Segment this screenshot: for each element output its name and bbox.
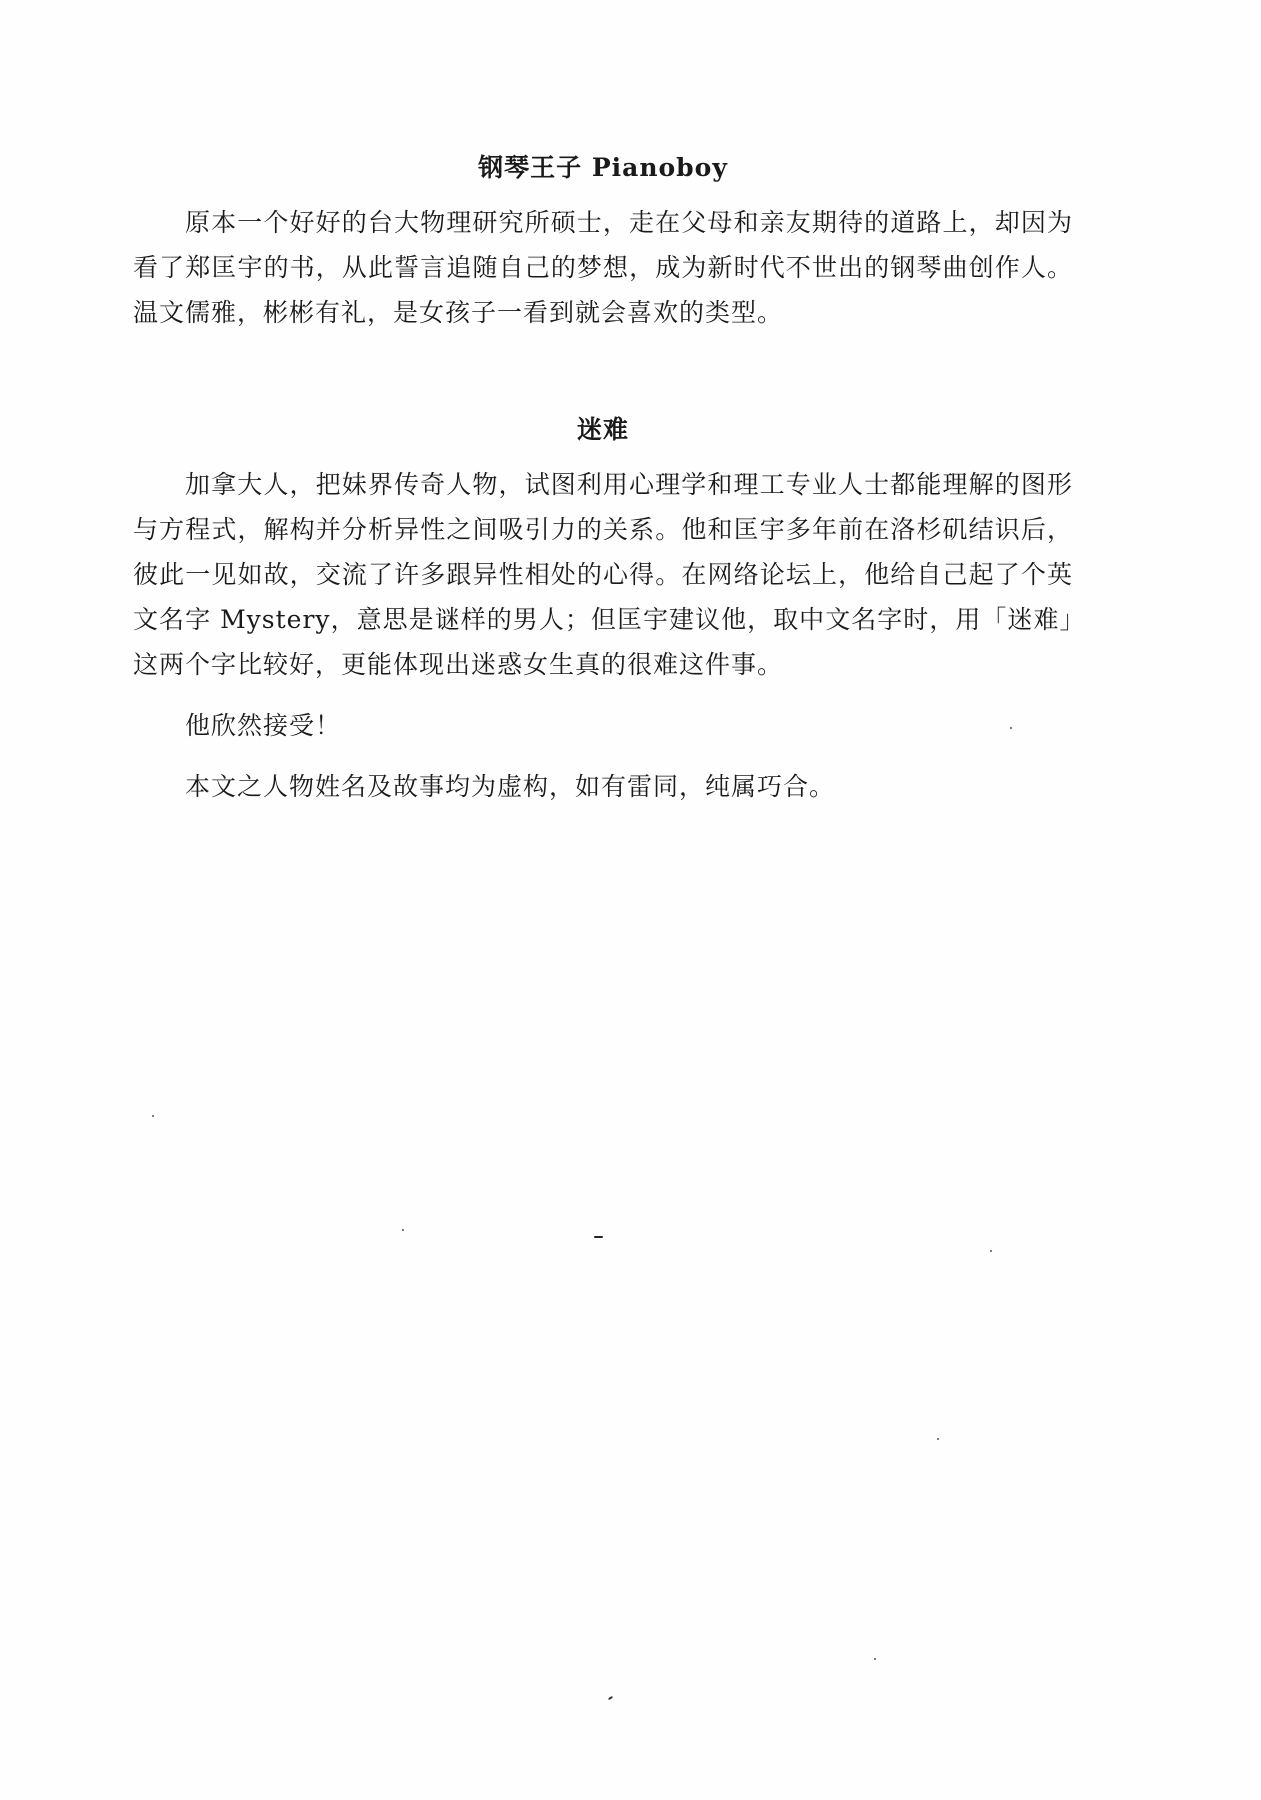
- scan-dust-speck: [402, 1229, 404, 1231]
- scan-dust-speck: [152, 1115, 154, 1117]
- scan-dust-speck: [990, 1250, 992, 1252]
- scan-dust-speck: [874, 1658, 876, 1660]
- scan-dust-speck: [937, 1438, 939, 1440]
- paragraph: 加拿大人，把妹界传奇人物，试图利用心理学和理工专业人士都能理解的图形与方程式，解构并分析异性之间吸引力的关系。他和匡宇多年前在洛杉矶结识后，彼此一见如故，交流了许多跟异性相处的心得。在网络论坛上，他给自己起了个英文名字 Mystery，意思是谜样的男人；但匡宇建议他，取中文名字时，用「迷难」这两个字比较好，更能体现出迷惑女生真的很难这件事。: [133, 470, 1073, 679]
- scan-dust-speck: [1010, 727, 1012, 729]
- section-title: 迷难: [576, 415, 629, 444]
- section-title: 钢琴王子 Pianoboy: [478, 153, 728, 182]
- section-mystery: [133, 412, 1073, 825]
- scan-dust-speck: [594, 1236, 603, 1238]
- paragraph: 原本一个好好的台大物理研究所硕士，走在父母和亲友期待的道路上，却因为看了郑匡宇的书，从此誓言追随自己的梦想，成为新时代不世出的钢琴曲创作人。温文儒雅，彬彬有礼，是女孩子一看到就会喜欢的类型。: [133, 208, 1073, 327]
- paragraph: 他欣然接受！: [185, 711, 342, 740]
- section-pianoboy: [133, 150, 1073, 351]
- disclaimer-paragraph: 本文之人物姓名及故事均为虚构，如有雷同，纯属巧合。: [185, 772, 836, 801]
- scan-dust-speck: [608, 1696, 613, 1701]
